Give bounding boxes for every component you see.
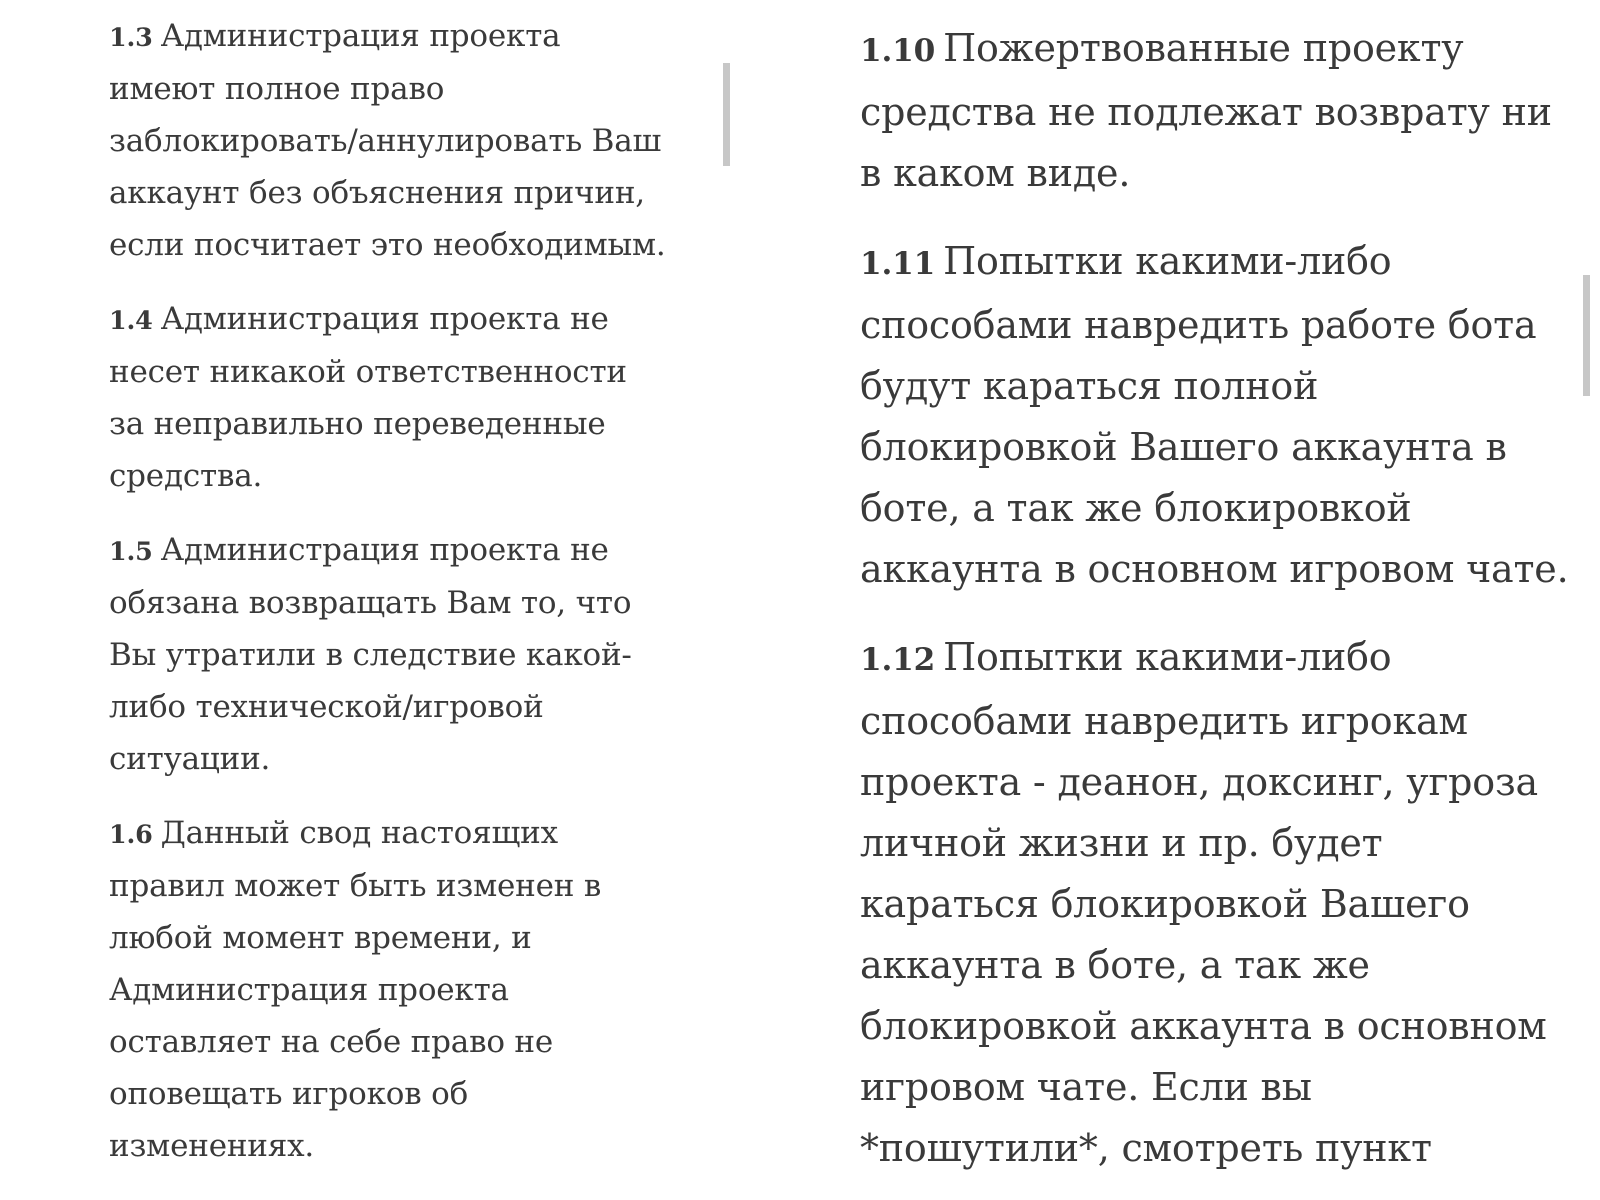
- rule-item: [109, 10, 669, 271]
- rule-text: Администрация проекта не несет никакой ответственности за неправильно переведенные средства.: [109, 301, 627, 494]
- rule-item: [109, 524, 669, 785]
- rule-text: Попытки какими-либо способами навредить работе бота будут караться полной блокировкой Вашего аккаунта в боте, а так же блокировкой аккаунта в основном игровом чате.: [860, 239, 1569, 591]
- rule-number: 1.4: [109, 305, 153, 335]
- rule-item: [860, 18, 1570, 204]
- rule-number: 1.3: [109, 22, 153, 52]
- left-page-pane[interactable]: [0, 0, 738, 1200]
- right-scrollbar[interactable]: [1583, 275, 1590, 396]
- rule-number: 1.11: [860, 246, 936, 282]
- rule-text: Данный свод настоящих правил может быть изменен в любой момент времени, и Администрация проекта оставляет на себе право не оповещать игроков об изменениях.: [109, 815, 602, 1164]
- left-scrollbar[interactable]: [723, 63, 730, 166]
- rule-item: [860, 627, 1570, 1179]
- rule-item: [109, 293, 669, 502]
- rule-text: Пожертвованные проекту средства не подлежат возврату ни в каком виде.: [860, 26, 1552, 195]
- rule-number: 1.5: [109, 536, 153, 566]
- rule-item: [109, 807, 669, 1172]
- rule-number: 1.10: [860, 33, 936, 69]
- rule-number: 1.6: [109, 819, 153, 849]
- left-rules-list: [109, 10, 669, 1194]
- right-rules-list: [860, 18, 1570, 1200]
- rule-text: Попытки какими-либо способами навредить игрокам проекта - деанон, доксинг, угроза личной жизни и пр. будет караться блокировкой Вашего аккаунта в боте, а так же блокировкой аккаунта в основном игровом чате. Если вы *пошутили*, смотреть пункт: [860, 635, 1547, 1170]
- right-page-pane[interactable]: [740, 0, 1600, 1200]
- rule-number: 1.12: [860, 642, 936, 678]
- rule-text: Администрация проекта не обязана возвращать Вам то, что Вы утратили в следствие какой-либо технической/игровой ситуации.: [109, 532, 632, 777]
- rule-text: Администрация проекта имеют полное право заблокировать/аннулировать Ваш аккаунт без объяснения причин, если посчитает это необходимым.: [109, 18, 666, 263]
- rule-item: [860, 231, 1570, 600]
